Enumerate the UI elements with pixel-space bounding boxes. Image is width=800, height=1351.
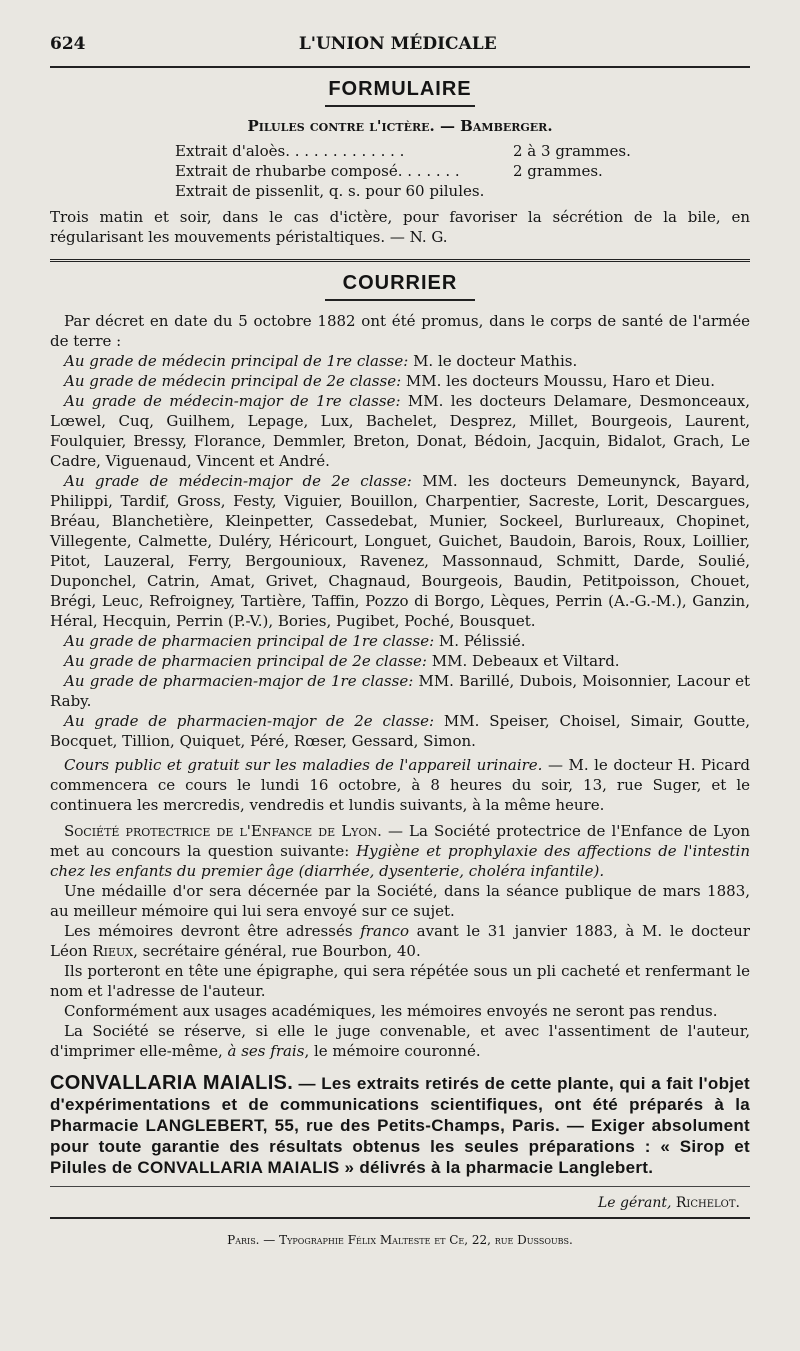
ingredient-row [175, 141, 750, 161]
cours-notice [50, 755, 750, 815]
formula-instructions: Trois matin et soir, dans le cas d'ictère, pour favoriser la sécrétion de la bile, en régularisant les mouvements péristaltiques. — N. G. [50, 208, 750, 246]
promotion-grade: Au grade de pharmacien principal de 1re classe: [64, 632, 435, 650]
promotion-names: MM. les docteurs Delamare, Desmonceaux, Lœwel, Cuq, Guilhem, Lepage, Lux, Bachelet, Desprez, Millet, Bourgeois, Laurent, Foulquier, Bressy, Florance, Demmler, Breton, Donat, Bédoin, Jacquin, Bidalot, Grach, Le Cadre, Viguenaud, Vincent et André. [50, 392, 750, 470]
journal-title: L'UNION MÉDICALE [298, 34, 497, 54]
promotion-entry [50, 351, 750, 371]
societe-paragraph [50, 921, 750, 961]
text-run: , secrétaire général, rue Bourbon, 40. [133, 942, 421, 960]
ingredient-name: Extrait de rhubarbe composé. . . . . . . [175, 162, 460, 180]
promotion-names: M. le docteur Mathis. [413, 352, 578, 370]
formulaire-underline [325, 105, 475, 107]
promotion-names: MM. Speiser, Choisel, Simair, Goutte, Bocquet, Tillion, Quiquet, Péré, Rœser, Gessard, Simon. [50, 712, 750, 750]
promotion-names: MM. les docteurs Demeunynck, Bayard, Philippi, Tardif, Gross, Festy, Viguier, Bouillon, Charpentier, Sacreste, Lorit, Descargues, Bréau, Blanchetière, Kleinpetter, Cassedebat, Munier, Sockeel, Burlureaux, Chopinet, Villegente, Calmette, Duléry, Héricourt, Longuet, Guichet, Baudoin, Barois, Roux, Loillier, Pitot, Lauzeral, Ferry, Bergounioux, Ravenez, Massonnaud, Schmitt, Darde, Soulié, Duponchel, Catrin, Amat, Grivet, Chagnaud, Bourgeois, Baudin, Petitpoisson, Chouet, Brégi, Leuc, Refroigney, Tartière, Taffin, Pozzo di Borgo, Lèques, Perrin (A.-G.-M.), Ganzin, Héral, Hecquin, Perrin (P.-V.), Bories, Pugibet, Poché, Bousquet. [50, 472, 750, 630]
formula-subtitle: Pilules contre l'ictère. — Bamberger. [247, 117, 553, 135]
formulaire-title: FORMULAIRE [328, 78, 472, 100]
gerant-line [50, 1195, 740, 1211]
printer-footer: Paris. — Typographie Félix Malteste et Ce, 22, rue Dussoubs. [227, 1233, 573, 1247]
promotion-entry [50, 711, 750, 751]
page-header [50, 34, 750, 54]
ingredient-list [175, 141, 750, 201]
text-run: franco [360, 922, 409, 940]
text-run: La Société se réserve, si elle le juge convenable, et avec l'assentiment de l'auteur, d'imprimer elle-même, [50, 1022, 750, 1060]
societe-paragraph [50, 1021, 750, 1061]
bottom-rule [50, 1186, 750, 1187]
ingredient-name: Extrait de pissenlit, q. s. pour 60 pilules. [175, 182, 485, 200]
promotion-grade: Au grade de médecin-major de 2e classe: [64, 472, 412, 490]
promotion-entry [50, 471, 750, 631]
promotion-entry [50, 671, 750, 711]
ingredient-row [175, 181, 750, 201]
decree-intro: Par décret en date du 5 octobre 1882 ont été promus, dans le corps de santé de l'armée de terre : [50, 312, 750, 350]
ingredient-name: Extrait d'aloès. . . . . . . . . . . . . [175, 142, 405, 160]
gerant-label: Le gérant, [598, 1195, 672, 1211]
promotion-names: MM. Debeaux et Viltard. [431, 652, 620, 670]
bottom-rule-thick [50, 1217, 750, 1219]
promotion-grade: Au grade de pharmacien-major de 2e classe: [64, 712, 435, 730]
ingredient-row [175, 161, 750, 181]
gerant-name: Richelot. [675, 1195, 740, 1211]
societe-paragraph: Conformément aux usages académiques, les mémoires envoyés ne seront pas rendus. [64, 1002, 718, 1020]
advert-lead: CONVALLARIA MAIALIS. [50, 1072, 294, 1094]
text-run: avant le 31 janvier 1883, à M. le docteur Léon [50, 922, 750, 960]
promotion-entry [50, 391, 750, 471]
societe-text: — La Société protectrice de l'Enfance de Lyon met au concours la question suivante: [50, 822, 750, 860]
ingredient-qty: 2 à 3 grammes. [513, 142, 631, 160]
societe-paragraph: Une médaille d'or sera décernée par la Société, dans la séance publique de mars 1883, au meilleur mémoire qui lui sera envoyé sur ce sujet. [50, 882, 750, 920]
promotion-entry [50, 651, 750, 671]
advert-text: — Les extraits retirés de cette plante, qui a fait l'objet d'expérimentations et de communications scientifiques, ont été préparés à la Pharmacie LANGLEBERT, 55, rue des Petits-Champs, Paris. — Exiger absolument pour toute garantie des résultats obtenus les seules préparations : « Sirop et Pilules de CONVALLARIA MAIALIS » délivrés à la pharmacie Langlebert. [50, 1074, 750, 1177]
promotion-grade: Au grade de pharmacien-major de 1re classe: [64, 672, 414, 690]
societe-lead: Société protectrice de l'Enfance de Lyon. [64, 822, 382, 840]
text-run: à ses frais [227, 1042, 305, 1060]
promotion-entry [50, 371, 750, 391]
promotion-names: MM. les docteurs Moussu, Haro et Dieu. [405, 372, 715, 390]
section-divider [50, 259, 750, 262]
promotion-entry [50, 631, 750, 651]
courrier-underline [325, 299, 475, 301]
promotion-grade: Au grade de médecin principal de 2e classe: [64, 372, 402, 390]
text-run: Les mémoires devront être adressés [64, 922, 361, 940]
ingredient-qty: 2 grammes. [513, 162, 603, 180]
cours-lead: Cours public et gratuit sur les maladies de l'appareil urinaire. [64, 756, 543, 774]
promotion-grade: Au grade de pharmacien principal de 2e classe: [64, 652, 427, 670]
cours-text: — M. le docteur H. Picard commencera ce cours le lundi 16 octobre, à 8 heures du soir, 13, rue Suger, et le continuera les mercredis, vendredis et lundis suivants, à la même heure. [50, 756, 750, 814]
societe-notice [50, 821, 750, 881]
promotion-grade: Au grade de médecin-major de 1re classe: [64, 392, 401, 410]
promotion-names: MM. Barillé, Dubois, Moisonnier, Lacour et Raby. [50, 672, 750, 710]
societe-paragraph: Ils porteront en tête une épigraphe, qui sera répétée sous un pli cacheté et renfermant le nom et l'adresse de l'auteur. [50, 962, 750, 1000]
convallaria-advert [50, 1073, 750, 1178]
contest-question: Hygiène et prophylaxie des affections de l'intestin chez les enfants du premier âge (diarrhée, dysenterie, choléra infantile). [50, 842, 750, 880]
text-run: , le mémoire couronné. [304, 1042, 481, 1060]
text-run: Rieux [92, 942, 134, 960]
page-number: 624 [50, 34, 86, 54]
header-rule [50, 66, 750, 68]
courrier-title: COURRIER [342, 272, 458, 294]
promotion-grade: Au grade de médecin principal de 1re classe: [64, 352, 409, 370]
promotion-names: M. Pélissié. [438, 632, 526, 650]
